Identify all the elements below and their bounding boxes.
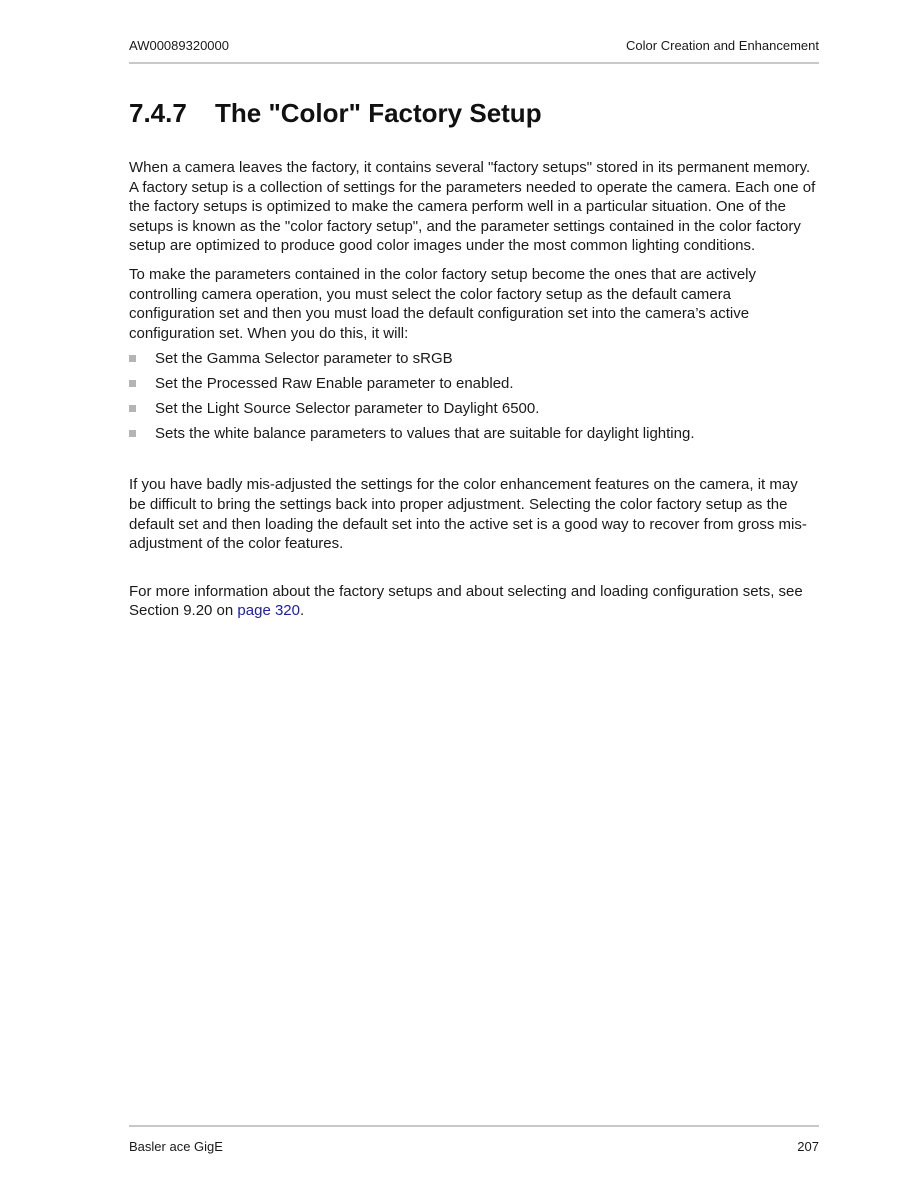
header-divider (129, 62, 819, 64)
body-content (129, 158, 817, 621)
paragraph-load-instructions: To make the parameters contained in the color factory setup become the ones that are actively controlling camera operation, you must select the color factory setup as the default camera configuration set and then you must load the default configuration set into the camera’s active configuration set. When you do this, it will: (129, 265, 757, 342)
square-bullet-icon (129, 430, 136, 437)
section-number: 7.4.7 (129, 98, 187, 128)
paragraph-factory-intro: When a camera leaves the factory, it contains several "factory setups" stored in its permanent memory. A factory setup is a collection of settings for the parameters needed to operate the camera. Each one of the factory setups is optimized to make the camera perform well in a particular situation. One of the setups is known as the "color factory setup", and the parameter settings contained in the color factory setup are optimized to produce good color images under the most common lighting conditions. (129, 159, 816, 255)
effects-list (129, 349, 817, 449)
section-title: The "Color" Factory Setup (215, 98, 542, 128)
footer-divider (129, 1125, 819, 1127)
list-item: Sets the white balance parameters to values that are suitable for daylight lighting. (129, 424, 817, 449)
list-item: Set the Gamma Selector parameter to sRGB (129, 349, 817, 374)
section-heading (129, 98, 542, 129)
square-bullet-icon (129, 405, 136, 412)
page-320-link[interactable]: page 320 (237, 602, 300, 620)
chapter-title: Color Creation and Enhancement (626, 38, 819, 53)
square-bullet-icon (129, 355, 136, 362)
product-name: Basler ace GigE (129, 1139, 223, 1154)
paragraph-recovery: If you have badly mis-adjusted the settings for the color enhancement features on the camera, it may be difficult to bring the settings back into proper adjustment. Selecting the color factory setup as the default set and then loading the default set into the active set is a good way to recover from gross mis-adjustment of the color features. (129, 476, 807, 553)
page-number: 207 (797, 1139, 819, 1154)
paragraph-more-info: For more information about the factory setups and about selecting and loading configuration sets, see Section 9.20 on page 320. (129, 582, 803, 620)
page-footer (129, 1139, 819, 1157)
doc-number: AW00089320000 (129, 38, 229, 53)
list-item: Set the Processed Raw Enable parameter to enabled. (129, 374, 817, 399)
list-item: Set the Light Source Selector parameter to Daylight 6500. (129, 399, 817, 424)
square-bullet-icon (129, 380, 136, 387)
page-header (129, 38, 819, 56)
